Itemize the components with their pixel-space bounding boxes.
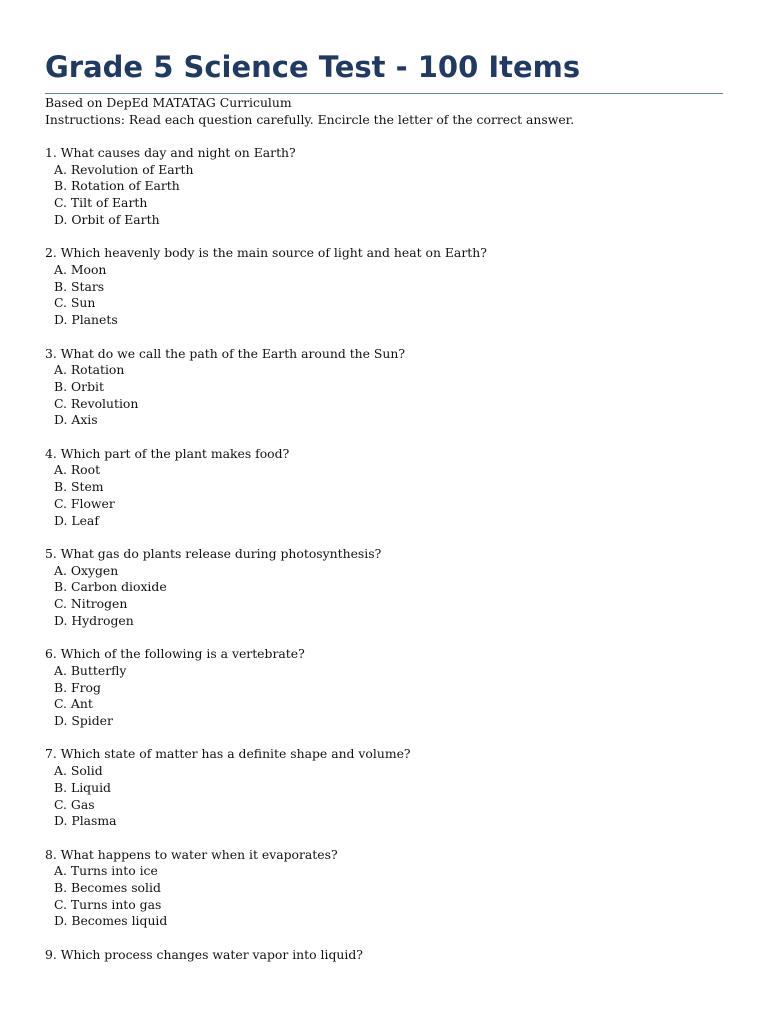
answer-option: A. Turns into ice [54, 863, 158, 879]
question-text: 3. What do we call the path of the Earth around the Sun? [45, 345, 406, 361]
answer-option: C. Nitrogen [54, 596, 128, 612]
answer-option: D. Orbit of Earth [54, 211, 160, 227]
document-body [45, 95, 723, 964]
answer-option: B. Stars [54, 278, 105, 294]
answer-option: B. Rotation of Earth [54, 178, 180, 194]
question-text: 6. Which of the following is a vertebrate? [45, 646, 305, 662]
question-block [45, 446, 723, 529]
question-block [45, 947, 723, 964]
answer-option: D. Leaf [54, 512, 99, 528]
answer-option: D. Planets [54, 312, 118, 328]
answer-option: A. Solid [54, 763, 103, 779]
spacer [45, 429, 723, 446]
spacer [45, 830, 723, 847]
answer-option: C. Tilt of Earth [54, 195, 148, 211]
answer-option: D. Hydrogen [54, 612, 134, 628]
answer-option: D. Plasma [54, 813, 117, 829]
question-block [45, 546, 723, 629]
question-block [45, 847, 723, 930]
question-block [45, 145, 723, 228]
question-block [45, 245, 723, 328]
answer-option: A. Moon [54, 261, 107, 277]
answer-option: B. Becomes solid [54, 880, 161, 896]
answer-option: B. Frog [54, 679, 101, 695]
title-underline [45, 93, 723, 94]
answer-option: A. Revolution of Earth [54, 161, 194, 177]
answer-option: A. Butterfly [54, 662, 127, 678]
answer-option: A. Root [54, 462, 101, 478]
answer-option: C. Ant [54, 696, 93, 712]
spacer [45, 229, 723, 246]
question-text: 9. Which process changes water vapor into liquid? [45, 946, 363, 962]
answer-option: C. Turns into gas [54, 896, 162, 912]
question-text: 4. Which part of the plant makes food? [45, 445, 290, 461]
page-title: Grade 5 Science Test - 100 Items [45, 50, 581, 84]
spacer [45, 128, 723, 145]
answer-option: D. Becomes liquid [54, 913, 168, 929]
spacer [45, 629, 723, 646]
answer-option: B. Liquid [54, 779, 111, 795]
answer-option: D. Axis [54, 412, 98, 428]
question-text: 1. What causes day and night on Earth? [45, 145, 296, 161]
question-text: 2. Which heavenly body is the main source of light and heat on Earth? [45, 245, 487, 261]
answer-option: C. Revolution [54, 395, 139, 411]
spacer [45, 329, 723, 346]
answer-option: A. Rotation [54, 362, 125, 378]
answer-option: A. Oxygen [54, 562, 119, 578]
answer-option: D. Spider [54, 712, 113, 728]
question-block [45, 746, 723, 829]
question-block [45, 646, 723, 729]
instructions-text: Instructions: Read each question carefully. Encircle the letter of the correct answer. [45, 111, 575, 127]
curriculum-note: Based on DepEd MATATAG Curriculum [45, 95, 292, 110]
question-text: 5. What gas do plants release during photosynthesis? [45, 546, 382, 561]
question-list [45, 145, 723, 964]
spacer [45, 529, 723, 546]
spacer [45, 730, 723, 747]
spacer [45, 930, 723, 947]
question-text: 8. What happens to water when it evaporates? [45, 846, 338, 862]
answer-option: B. Carbon dioxide [54, 579, 167, 595]
answer-option: B. Stem [54, 479, 104, 495]
answer-option: C. Sun [54, 295, 96, 311]
answer-option: C. Gas [54, 796, 95, 812]
answer-option: B. Orbit [54, 378, 104, 394]
question-text: 7. Which state of matter has a definite shape and volume? [45, 746, 411, 762]
question-block [45, 346, 723, 429]
answer-option: C. Flower [54, 495, 115, 511]
